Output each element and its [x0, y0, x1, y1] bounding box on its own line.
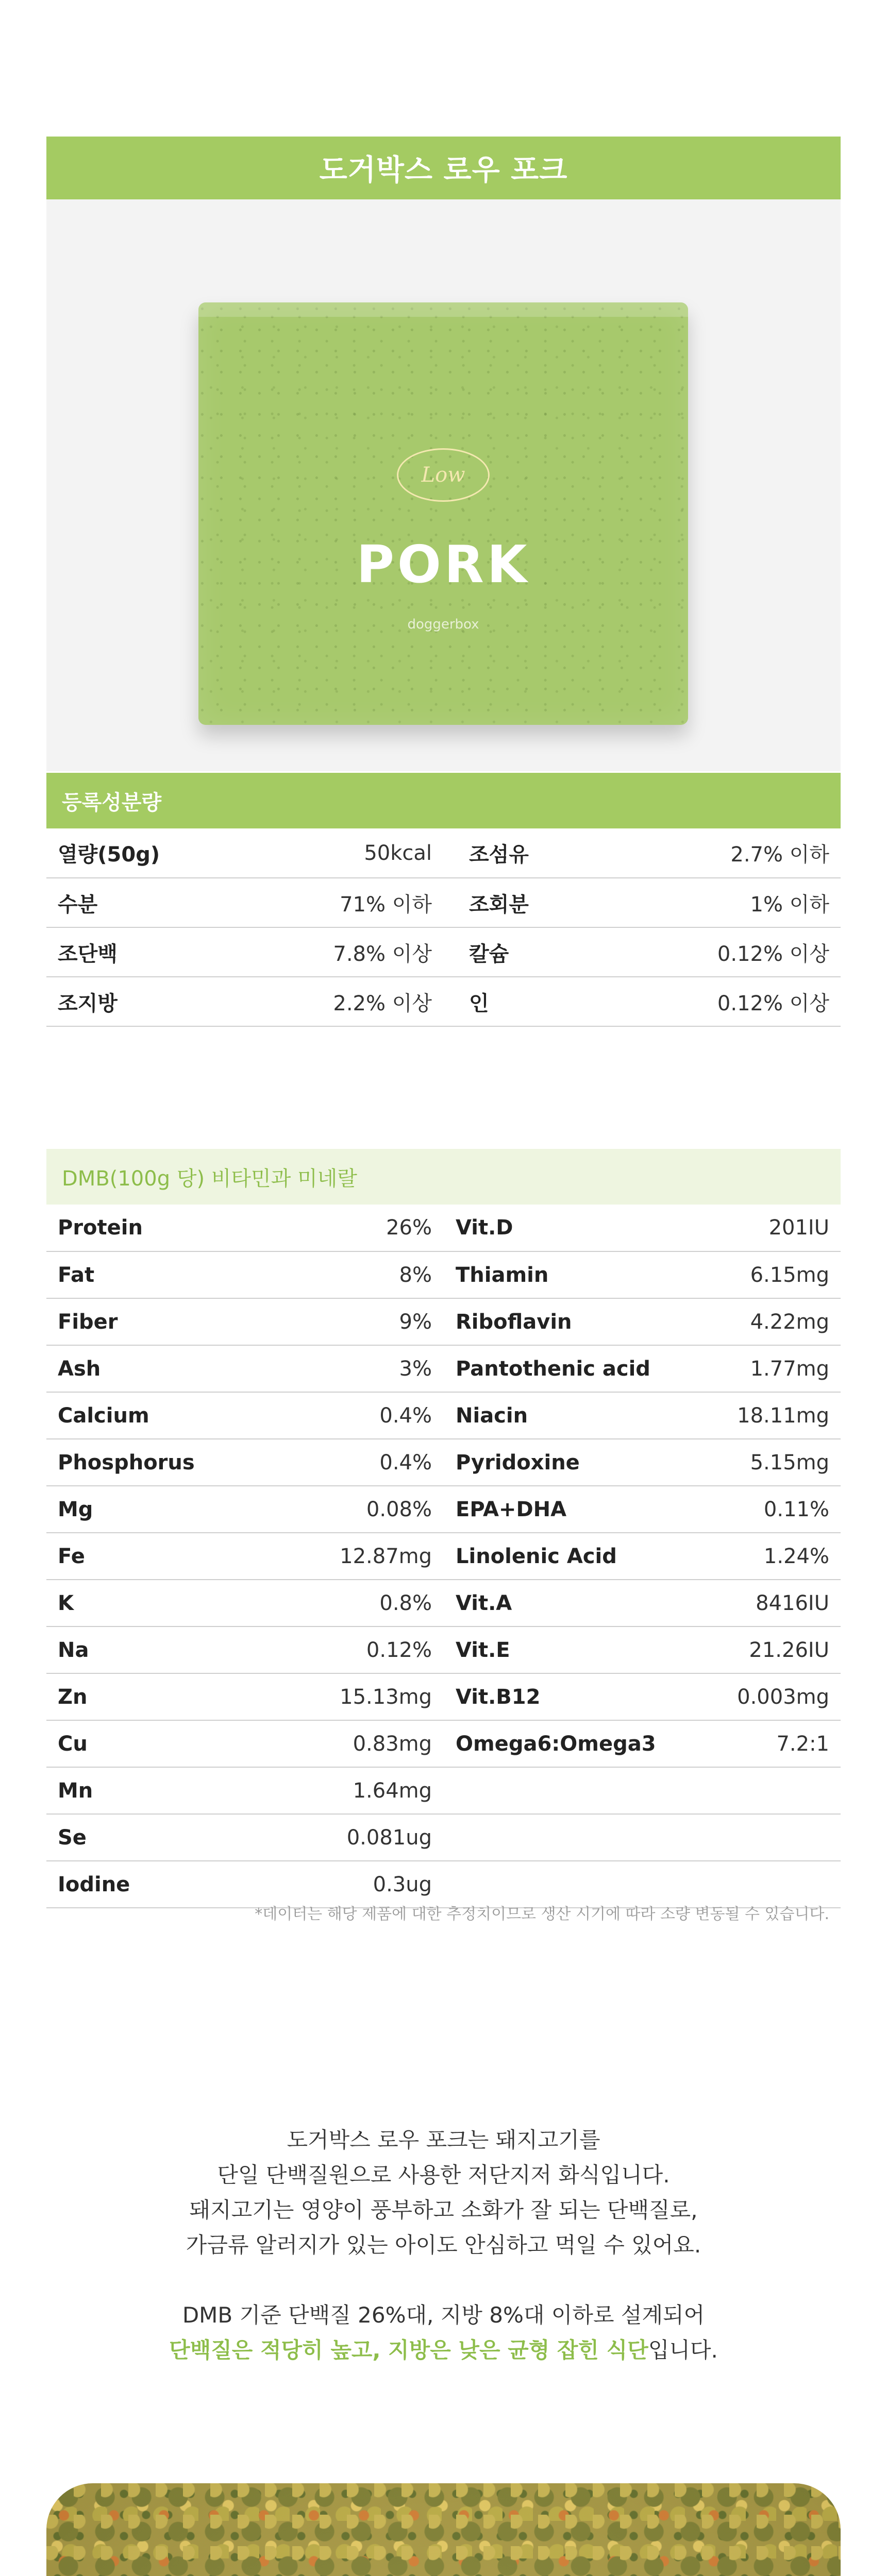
dmb-value: 0.11% — [763, 1497, 829, 1521]
dmb-footnote: *데이터는 해당 제품에 대한 추정치이므로 생산 시기에 따라 소량 변동될 수 있습니다. — [255, 1905, 829, 1923]
registered-heading: 등록성분량 — [46, 773, 841, 828]
dmb-row — [46, 1580, 841, 1626]
dmb-value: 8% — [399, 1263, 432, 1287]
reg-value: 71% 이하 — [340, 892, 432, 917]
reg-value: 1% 이하 — [750, 892, 829, 917]
dmb-value: 0.4% — [379, 1450, 432, 1475]
reg-row — [46, 878, 841, 927]
dmb-label: Fe — [58, 1544, 85, 1568]
dmb-value — [667, 1767, 841, 1814]
pouch-brand: doggerbox — [407, 617, 479, 632]
description-line: 돼지고기는 영양이 풍부하고 소화가 잘 되는 단백질로, — [189, 2197, 698, 2223]
dmb-value: 201IU — [768, 1216, 829, 1240]
reg-value: 0.12% 이상 — [717, 991, 829, 1015]
dmb-value: 18.11mg — [737, 1403, 829, 1428]
dmb-value: 0.081ug — [346, 1825, 432, 1850]
reg-label: 조섬유 — [469, 843, 529, 867]
dmb-label: Omega6:Omega3 — [456, 1732, 656, 1756]
reg-value: 2.2% 이상 — [333, 991, 432, 1015]
dmb-value: 0.3ug — [373, 1872, 432, 1896]
reg-value: 0.12% 이상 — [717, 942, 829, 966]
dmb-label — [443, 1814, 667, 1861]
description-highlight: 단백질은 적당히 높고, 지방은 낮은 균형 잡힌 식단 — [169, 2337, 648, 2363]
dmb-value — [667, 1814, 841, 1861]
dmb-value: 0.4% — [379, 1403, 432, 1428]
product-pouch-image — [198, 302, 688, 725]
pouch-product-name: PORK — [356, 534, 530, 595]
dmb-label: Thiamin — [456, 1263, 549, 1287]
dmb-heading: DMB(100g 당) 비타민과 미네랄 — [46, 1149, 841, 1205]
dmb-row — [46, 1439, 841, 1486]
dmb-value: 21.26IU — [749, 1638, 829, 1662]
reg-value: 50kcal — [364, 841, 432, 865]
dmb-label: Vit.B12 — [456, 1685, 541, 1709]
dmb-value: 1.24% — [763, 1544, 829, 1568]
description-line: 단일 단백질원으로 사용한 저단지저 화식입니다. — [217, 2162, 670, 2188]
reg-label: 조회분 — [469, 892, 529, 917]
dmb-label: Vit.D — [456, 1216, 513, 1240]
dmb-value: 6.15mg — [750, 1263, 829, 1287]
dmb-label: K — [58, 1591, 74, 1615]
dmb-value: 0.8% — [379, 1591, 432, 1615]
dmb-label — [443, 1767, 667, 1814]
reg-label: 인 — [469, 991, 489, 1015]
reg-row — [46, 927, 841, 977]
dmb-row — [46, 1345, 841, 1392]
pouch-seal — [198, 302, 688, 317]
dmb-value: 0.08% — [366, 1497, 432, 1521]
dmb-label: Phosphorus — [58, 1450, 195, 1475]
reg-row — [46, 828, 841, 878]
reg-value: 7.8% 이상 — [333, 942, 432, 966]
dmb-row — [46, 1814, 841, 1861]
dmb-row — [46, 1767, 841, 1814]
dmb-row — [46, 1533, 841, 1580]
dmb-value: 8416IU — [756, 1591, 829, 1615]
product-title: 도거박스 로우 포크 — [46, 137, 841, 199]
dmb-label: Zn — [58, 1685, 88, 1709]
dmb-row — [46, 1392, 841, 1439]
description-line: 가금류 알러지가 있는 아이도 안심하고 먹일 수 있어요. — [186, 2232, 701, 2258]
dmb-row — [46, 1205, 841, 1251]
dmb-label: Fiber — [58, 1310, 118, 1334]
dmb-label: Niacin — [456, 1403, 528, 1428]
reg-label: 열량(50g) — [58, 843, 160, 867]
description-suffix: 입니다. — [648, 2337, 718, 2363]
dmb-label: Vit.A — [456, 1591, 512, 1615]
dmb-value: 12.87mg — [340, 1544, 432, 1568]
dmb-label: Vit.E — [456, 1638, 510, 1662]
dmb-row — [46, 1673, 841, 1720]
reg-label: 칼슘 — [469, 942, 509, 966]
dmb-row — [46, 1626, 841, 1673]
dmb-table — [46, 1205, 841, 1908]
dmb-label: Na — [58, 1638, 89, 1662]
dmb-label: Pantothenic acid — [456, 1357, 650, 1381]
food-photo — [46, 2483, 841, 2576]
dmb-label: Fat — [58, 1263, 95, 1287]
dmb-label: Linolenic Acid — [456, 1544, 617, 1568]
reg-row — [46, 977, 841, 1026]
description-highlight-line — [46, 2333, 841, 2368]
reg-label: 조단백 — [58, 942, 118, 966]
dmb-value: 1.77mg — [750, 1357, 829, 1381]
reg-value: 2.7% 이하 — [730, 843, 829, 867]
dmb-value: 15.13mg — [340, 1685, 432, 1709]
product-description — [46, 2123, 841, 2368]
dmb-label: Calcium — [58, 1403, 149, 1428]
reg-label: 수분 — [58, 892, 98, 917]
dmb-value: 7.2:1 — [776, 1732, 829, 1756]
dmb-label: Ash — [58, 1357, 101, 1381]
dmb-label: Riboflavin — [456, 1310, 572, 1334]
dmb-label: Mn — [58, 1778, 93, 1803]
dmb-label: EPA+DHA — [456, 1497, 567, 1521]
dmb-value: 26% — [386, 1216, 432, 1240]
dmb-label: Cu — [58, 1732, 88, 1756]
dmb-value: 0.83mg — [353, 1732, 432, 1756]
dmb-value: 4.22mg — [750, 1310, 829, 1334]
dmb-row — [46, 1486, 841, 1533]
registered-table — [46, 828, 841, 1027]
dmb-label: Pyridoxine — [456, 1450, 580, 1475]
dmb-label: Iodine — [58, 1872, 130, 1896]
dmb-value: 1.64mg — [353, 1778, 432, 1803]
dmb-label: Protein — [58, 1216, 143, 1240]
dmb-value: 9% — [399, 1310, 432, 1334]
dmb-value: 0.003mg — [737, 1685, 829, 1709]
dmb-row — [46, 1298, 841, 1345]
dmb-label: Mg — [58, 1497, 93, 1521]
description-line: 도거박스 로우 포크는 돼지고기를 — [287, 2127, 600, 2153]
dmb-row — [46, 1251, 841, 1298]
dmb-value: 0.12% — [366, 1638, 432, 1662]
dmb-row — [46, 1720, 841, 1767]
dmb-value: 3% — [399, 1357, 432, 1381]
dmb-value: 5.15mg — [750, 1450, 829, 1475]
reg-label: 조지방 — [58, 991, 118, 1015]
low-badge: Low — [397, 448, 490, 502]
description-line: DMB 기준 단백질 26%대, 지방 8%대 이하로 설계되어 — [182, 2302, 705, 2328]
product-hero — [46, 199, 841, 771]
dmb-label: Se — [58, 1825, 87, 1850]
